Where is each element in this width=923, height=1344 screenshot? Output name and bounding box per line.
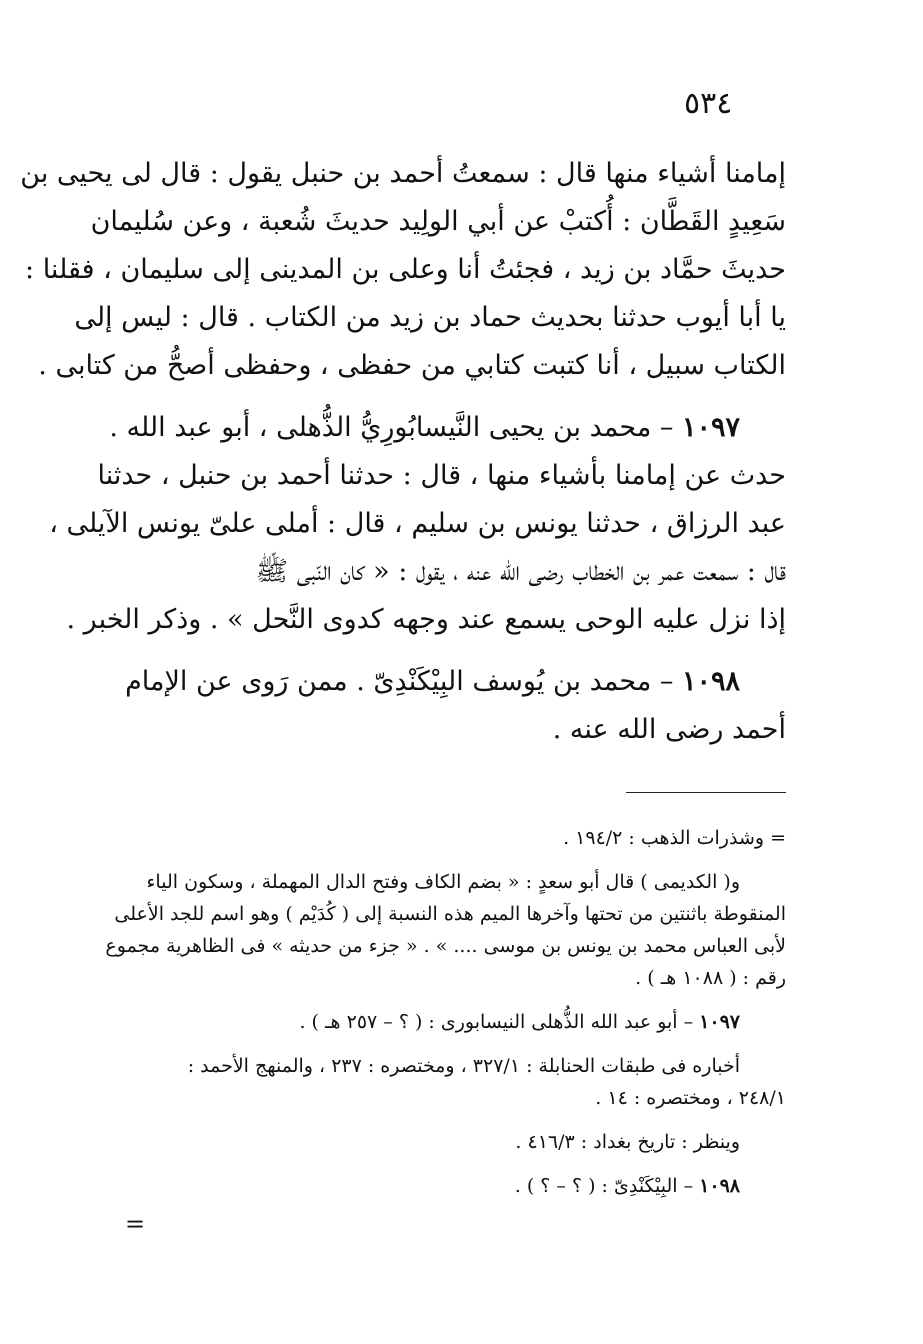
- footnotes: [105, 822, 786, 1202]
- paragraph-continuation: [20, 150, 786, 390]
- entry-number: ١٠٩٨: [681, 666, 740, 697]
- footnote-line: لأبى العباس محمد بن يونس بن موسى .... » . « جزء من حديثه » فى الظاهرية مجموع: [105, 935, 786, 957]
- footnote-line: = وشذرات الذهب : ١٩٤/٢ .: [563, 827, 786, 849]
- entry-1098: [110, 658, 786, 754]
- footnote-separator: [626, 792, 786, 793]
- text-line: قال : سمعت عمر بن الخطاب رضى الله عنه ، يقول : « كان النّبى ﷺ: [255, 556, 786, 587]
- entry-heading: [110, 404, 786, 452]
- footnote-entry-number: ١٠٩٧: [699, 1011, 740, 1033]
- text-line: يا أبا أيوب حدثنا بحديث حماد بن زيد من الكتاب . قال : ليس إلى: [74, 302, 786, 333]
- footnote-text: – أبو عبد الله الذُّهلى النيسابورى : ( ؟ – ٢٥٧ هـ ) .: [299, 1011, 694, 1033]
- footnote-entry-number: ١٠٩٨: [699, 1175, 740, 1197]
- footnote-text: – البِيْكَنْدِىّ : ( ؟ – ؟ ) .: [514, 1175, 694, 1197]
- main-text: [20, 150, 786, 768]
- text-line: حديثَ حمَّاد بن زيد ، فجئتُ أنا وعلى بن المدينى إلى سليمان ، فقلنا :: [25, 254, 786, 285]
- entry-1097: [49, 404, 786, 644]
- text-line: إمامنا أشياء منها قال : سمعتُ أحمد بن حنبل يقول : قال لى يحيى بن: [20, 158, 786, 189]
- text-line: سَعِيدٍ القَطَّان : أُكتبْ عن أبي الولِيد حديثَ شُعبة ، وعن سُليمان: [90, 206, 786, 237]
- continuation-mark: =: [125, 1210, 146, 1238]
- entry-title: – محمد بن يُوسف البِيْكَنْدِىّ . ممن رَوى عن الإمام: [125, 666, 674, 697]
- footnote-line: أخباره فى طبقات الحنابلة : ٣٢٧/١ ، ومختصره : ٢٣٧ ، والمنهج الأحمد :: [187, 1055, 740, 1077]
- footnote-line: [122, 1170, 786, 1202]
- entry-number: ١٠٩٧: [681, 412, 740, 443]
- footnote-line: وينظر : تاريخ بغداد : ٤١٦/٣ .: [515, 1131, 740, 1153]
- text-line: حدث عن إمامنا بأشياء منها ، قال : حدثنا أحمد بن حنبل ، حدثنا: [97, 460, 786, 491]
- footnote-line: رقم : ( ١٠٨٨ هـ ) .: [635, 967, 786, 989]
- footnote-line: ٢٤٨/١ ، ومختصره : ١٤ .: [595, 1087, 786, 1109]
- text-line: إذا نزل عليه الوحى يسمع عند وجهه كدوى النَّحل » . وذكر الخبر .: [66, 604, 786, 635]
- text-line: عبد الرزاق ، حدثنا يونس بن سليم ، قال : أملى علىّ يونس الآيلى ،: [49, 508, 786, 539]
- text-line: أحمد رضى الله عنه .: [552, 714, 786, 745]
- entry-title: – محمد بن يحيى النَّيسابُورِيُّ الذُّهلى ، أبو عبد الله .: [109, 412, 674, 443]
- footnote-line: المنقوطة باثنتين من تحتها وآخرها الميم هذه النسبة إلى ( كُدَيْم ) وهو اسم للجد الأعلى: [114, 903, 786, 925]
- text-line: الكتاب سبيل ، أنا كتبت كتابي من حفظى ، وحفظى أصحُّ من كتابى .: [38, 350, 786, 381]
- footnote-line: [122, 1006, 786, 1038]
- footnote-line: و( الكديمى ) قال أبو سعدٍ : « بضم الكاف وفتح الدال المهملة ، وسكون الياء: [146, 871, 740, 893]
- page-number: ٥٣٤: [684, 86, 733, 121]
- entry-heading: [110, 658, 786, 706]
